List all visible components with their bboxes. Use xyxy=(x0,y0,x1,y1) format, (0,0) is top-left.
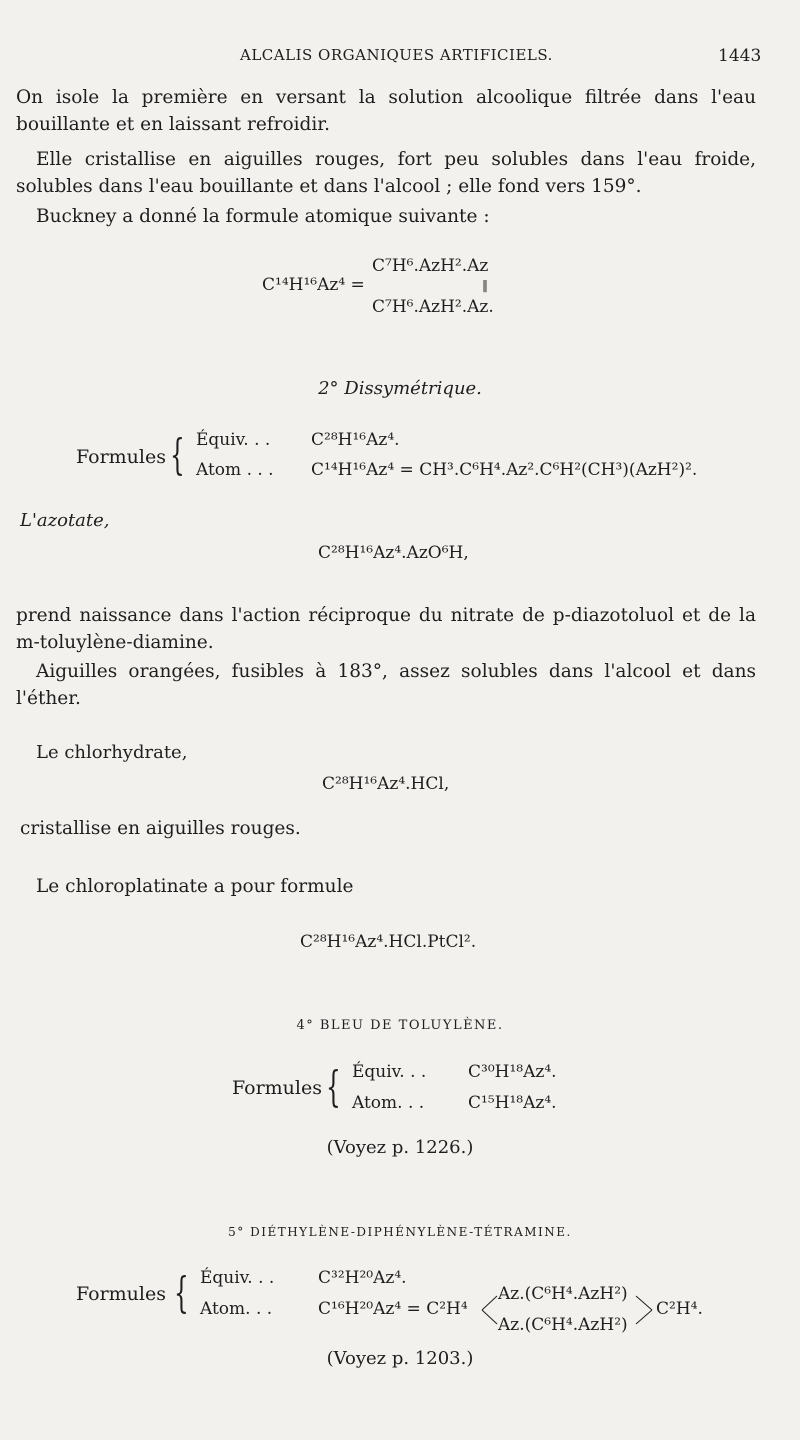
atom-label-2: Atom . . . xyxy=(196,460,274,480)
equiv-value-4: C³⁰H¹⁸Az⁴. xyxy=(468,1062,557,1082)
atomic-formula-top: C⁷H⁶.AzH².Az xyxy=(372,256,489,276)
equiv-label-2: Équiv. . . xyxy=(196,430,271,450)
paragraph-azotate-origin: prend naissance dans l'action réciproque du nitrate de p-diazotoluol et de la m-toluylène-diamine. xyxy=(16,605,756,653)
equiv-value-5: C³²H²⁰Az⁴. xyxy=(318,1268,407,1288)
reference-1226: (Voyez p. 1226.) xyxy=(326,1137,474,1158)
branch-bottom: Az.(C⁶H⁴.AzH²) xyxy=(498,1315,628,1335)
chloroplatinate-formula: C²⁸H¹⁶Az⁴.HCl.PtCl². xyxy=(300,932,477,952)
atom-label-4: Atom. . . xyxy=(352,1093,425,1113)
azotate-formula: C²⁸H¹⁶Az⁴.AzO⁶H, xyxy=(318,543,469,563)
chlorhydrate-formula: C²⁸H¹⁶Az⁴.HCl, xyxy=(322,774,450,794)
chlorhydrate-label: Le chlorhydrate, xyxy=(36,742,188,763)
branch-top: Az.(C⁶H⁴.AzH²) xyxy=(498,1284,628,1304)
page-number: 1443 xyxy=(718,46,762,66)
section-4-title: 4° BLEU DE TOLUYLÈNE. xyxy=(296,1018,504,1033)
atomic-formula-lhs: C¹⁴H¹⁶Az⁴ = xyxy=(262,275,365,295)
atomic-formula-bottom: C⁷H⁶.AzH².Az. xyxy=(372,297,494,317)
formules-label-4: Formules xyxy=(232,1077,322,1099)
atom-value-5: C¹⁶H²⁰Az⁴ = C²H⁴ xyxy=(318,1299,468,1319)
brace-2: { xyxy=(170,430,185,479)
double-bond-mark: ‖ xyxy=(482,278,488,292)
atom-value-2: C¹⁴H¹⁶Az⁴ = CH³.C⁶H⁴.Az².C⁶H²(CH³)(AzH²)². xyxy=(311,460,698,480)
paragraph-crystallisation: Elle cristallise en aiguilles rouges, fort peu solubles dans l'eau froide, solubles dans l'eau bouillante et dans l'alcool ; elle fond vers 159°. xyxy=(16,149,756,197)
branch-lines-left xyxy=(480,1288,500,1332)
branch-tail: C²H⁴. xyxy=(656,1299,703,1319)
formules-label-2: Formules xyxy=(76,446,166,468)
reference-1203: (Voyez p. 1203.) xyxy=(326,1348,474,1369)
branch-lines-right xyxy=(634,1288,656,1332)
paragraph-buckney: Buckney a donné la formule atomique suivante : xyxy=(36,206,490,227)
equiv-label-4: Équiv. . . xyxy=(352,1062,427,1082)
running-header-title: ALCALIS ORGANIQUES ARTIFICIELS. xyxy=(240,46,553,64)
formules-label-5: Formules xyxy=(76,1283,166,1305)
paragraph-isolation: On isole la première en versant la solution alcoolique filtrée dans l'eau bouillante et en laissant refroidir. xyxy=(16,87,756,135)
section-5-title: 5° DIÉTHYLÈNE-DIPHÉNYLÈNE-TÉTRAMINE. xyxy=(228,1225,572,1239)
brace-5: { xyxy=(174,1268,189,1317)
atom-value-4: C¹⁵H¹⁸Az⁴. xyxy=(468,1093,557,1113)
paragraph-orange-needles: Aiguilles orangées, fusibles à 183°, assez solubles dans l'alcool et dans l'éther. xyxy=(16,661,756,709)
chloroplatinate-label: Le chloroplatinate a pour formule xyxy=(36,876,354,897)
equiv-value-2: C²⁸H¹⁶Az⁴. xyxy=(311,430,400,450)
atom-label-5: Atom. . . xyxy=(200,1299,273,1319)
azotate-label: L'azotate, xyxy=(20,510,110,531)
section-2-title: 2° Dissymétrique. xyxy=(318,378,482,399)
paragraph-red-needles: cristallise en aiguilles rouges. xyxy=(20,818,301,839)
brace-4: { xyxy=(326,1062,341,1111)
equiv-label-5: Équiv. . . xyxy=(200,1268,275,1288)
